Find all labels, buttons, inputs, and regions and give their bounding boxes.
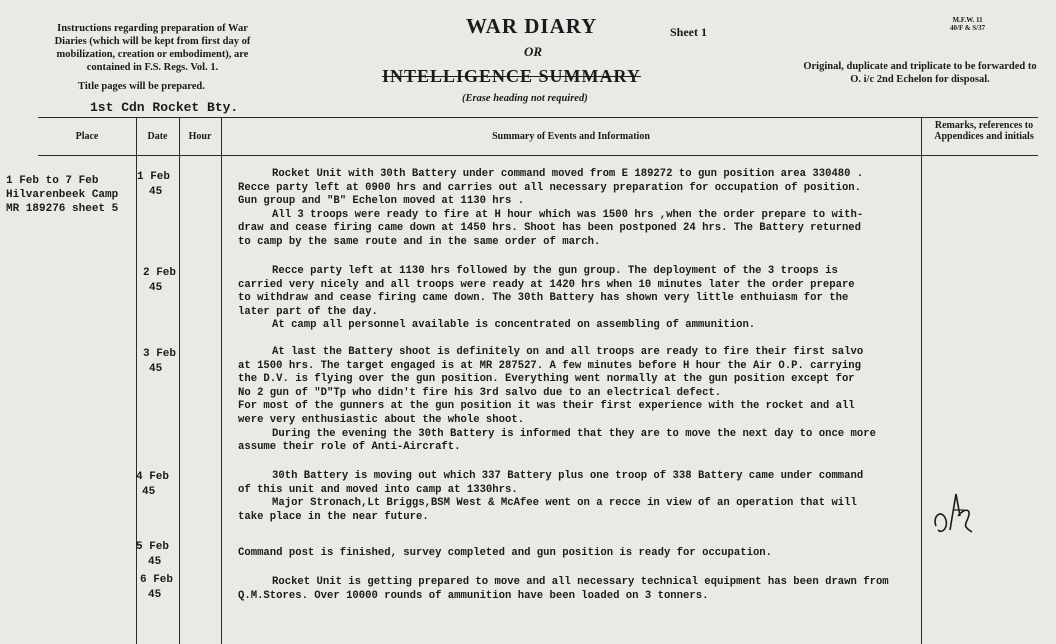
summary-line: take place in the near future. bbox=[238, 510, 429, 523]
date-cell bbox=[137, 170, 170, 200]
handwritten-initials bbox=[928, 486, 988, 546]
or-label: OR bbox=[524, 44, 543, 59]
header-place: Place bbox=[75, 131, 99, 142]
date-year: 45 bbox=[142, 486, 156, 498]
date-cell bbox=[143, 347, 176, 377]
table-header-border bbox=[38, 155, 1038, 156]
table-top-border bbox=[38, 117, 1038, 118]
summary-line: No 2 gun of "D"Tp who didn't fire his 3rd salvo due to an electrical defect. bbox=[238, 386, 722, 399]
summary-line: Command post is finished, survey completed and gun position is ready for occupation. bbox=[238, 547, 773, 559]
header-summary: Summary of Events and Information bbox=[492, 131, 650, 142]
intelligence-summary-heading: INTELLIGENCE SUMMARY bbox=[382, 66, 641, 86]
date-year: 45 bbox=[148, 589, 162, 601]
date-day: 5 Feb bbox=[136, 541, 170, 553]
summary-line: Q.M.Stores. Over 10000 rounds of ammunition have been loaded on 3 tonners. bbox=[238, 589, 709, 602]
form-ref-line-2: 40/F & S/37 bbox=[950, 24, 986, 32]
summary-line: Recce party left at 1130 hrs followed by the gun group. The deployment of the 3 troops is bbox=[272, 265, 838, 277]
summary-line: At last the Battery shoot is definitely on and all troops are ready to fire their first salvo bbox=[272, 346, 864, 358]
date-cell bbox=[140, 573, 173, 603]
place-location: Hilvarenbeek Camp bbox=[6, 189, 119, 201]
date-year: 45 bbox=[149, 363, 163, 375]
col-divider-summary bbox=[921, 117, 922, 644]
summary-line: were very enthusiastic about the whole shoot. bbox=[238, 413, 525, 426]
date-day: 1 Feb bbox=[137, 171, 171, 183]
col-divider-hour bbox=[221, 117, 222, 644]
summary-entry bbox=[238, 168, 918, 250]
summary-entry bbox=[238, 547, 918, 561]
summary-entry bbox=[238, 576, 918, 603]
date-day: 2 Feb bbox=[143, 267, 177, 279]
date-day: 6 Feb bbox=[140, 574, 174, 586]
summary-line: later part of the day. bbox=[238, 305, 378, 318]
unit-name: 1st Cdn Rocket Bty. bbox=[90, 100, 239, 115]
summary-line: Recce party left at 0900 hrs and carries out all necessary preparation for occupation of position. bbox=[238, 181, 862, 194]
form-reference bbox=[950, 16, 985, 32]
col-divider-date bbox=[179, 117, 180, 644]
title-pages-note: Title pages will be prepared. bbox=[78, 81, 205, 92]
date-day: 4 Feb bbox=[136, 471, 170, 483]
summary-line: Gun group and "B" Echelon moved at 1130 hrs . bbox=[238, 195, 525, 208]
summary-entry bbox=[238, 470, 918, 524]
date-cell bbox=[136, 540, 169, 570]
date-cell bbox=[143, 266, 176, 296]
summary-line: At camp all personnel available is concentrated on assembling of ammunition. bbox=[272, 319, 756, 332]
summary-line: assume their role of Anti-Aircraft. bbox=[238, 441, 461, 454]
instructions-note: Instructions regarding preparation of War Diaries (which will be kept from first day of mobilization, creation or embodiment), are contained in F.S. Regs. Vol. 1. bbox=[54, 23, 251, 73]
summary-line: Major Stronach,Lt Briggs,BSM West & McAfee went on a recce in view of an operation that will bbox=[272, 497, 857, 510]
date-year: 45 bbox=[149, 282, 163, 294]
erase-note: (Erase heading not required) bbox=[462, 93, 588, 104]
date-cell bbox=[136, 470, 169, 500]
header-date: Date bbox=[147, 131, 168, 142]
summary-entry bbox=[238, 265, 918, 333]
summary-line: Rocket Unit is getting prepared to move and all necessary technical equipment has been drawn from bbox=[272, 576, 889, 588]
summary-line: 30th Battery is moving out which 337 Battery plus one troop of 338 Battery came under command bbox=[272, 470, 864, 482]
date-day: 3 Feb bbox=[143, 348, 177, 360]
date-year: 45 bbox=[148, 556, 162, 568]
distribution-note: Original, duplicate and triplicate to be forwarded to O. i/c 2nd Echelon for disposal. bbox=[803, 61, 1037, 85]
form-ref-line-1: M.F.W. 11 bbox=[952, 16, 983, 24]
summary-line: During the evening the 30th Battery is informed that they are to move the next day to once more bbox=[272, 427, 876, 440]
summary-line: carried very nicely and all troops were ready at 1420 hrs when 10 minutes later the order prepare bbox=[238, 278, 855, 291]
summary-line: to camp by the same route and in the same order of march. bbox=[238, 235, 601, 248]
summary-line: the D.V. is flying over the gun position. Everything went normally at the gun position except for bbox=[238, 373, 855, 386]
header-hour: Hour bbox=[188, 131, 212, 142]
summary-line: of this unit and moved into camp at 1330hrs. bbox=[238, 483, 518, 496]
summary-line: to withdraw and cease firing came down. The 30th Battery has shown very little enthuiasm for the bbox=[238, 292, 849, 305]
page-title: WAR DIARY bbox=[466, 14, 598, 38]
place-cell bbox=[6, 174, 118, 216]
summary-line: at 1500 hrs. The target engaged is at MR 287527. A few minutes before H hour the Air O.P. carrying bbox=[238, 359, 862, 372]
summary-line: Rocket Unit with 30th Battery under command moved from E 189272 to gun position area 330480 . bbox=[272, 168, 864, 180]
summary-line: All 3 troops were ready to fire at H hour which was 1500 hrs ,when the order prepare to with- bbox=[272, 208, 864, 221]
place-dates: 1 Feb to 7 Feb bbox=[6, 175, 99, 187]
header-remarks: Remarks, references to Appendices and initials bbox=[934, 120, 1034, 142]
sheet-number: Sheet 1 bbox=[670, 25, 707, 39]
summary-line: For most of the gunners at the gun position it was their first experience with the rocket and all bbox=[238, 400, 855, 413]
date-year: 45 bbox=[149, 186, 163, 198]
summary-line: draw and cease firing came down at 1450 hrs. Shoot has been postponed 24 hrs. The Battery returned bbox=[238, 222, 862, 235]
place-map-ref: MR 189276 sheet 5 bbox=[6, 203, 119, 215]
summary-entry bbox=[238, 346, 918, 455]
